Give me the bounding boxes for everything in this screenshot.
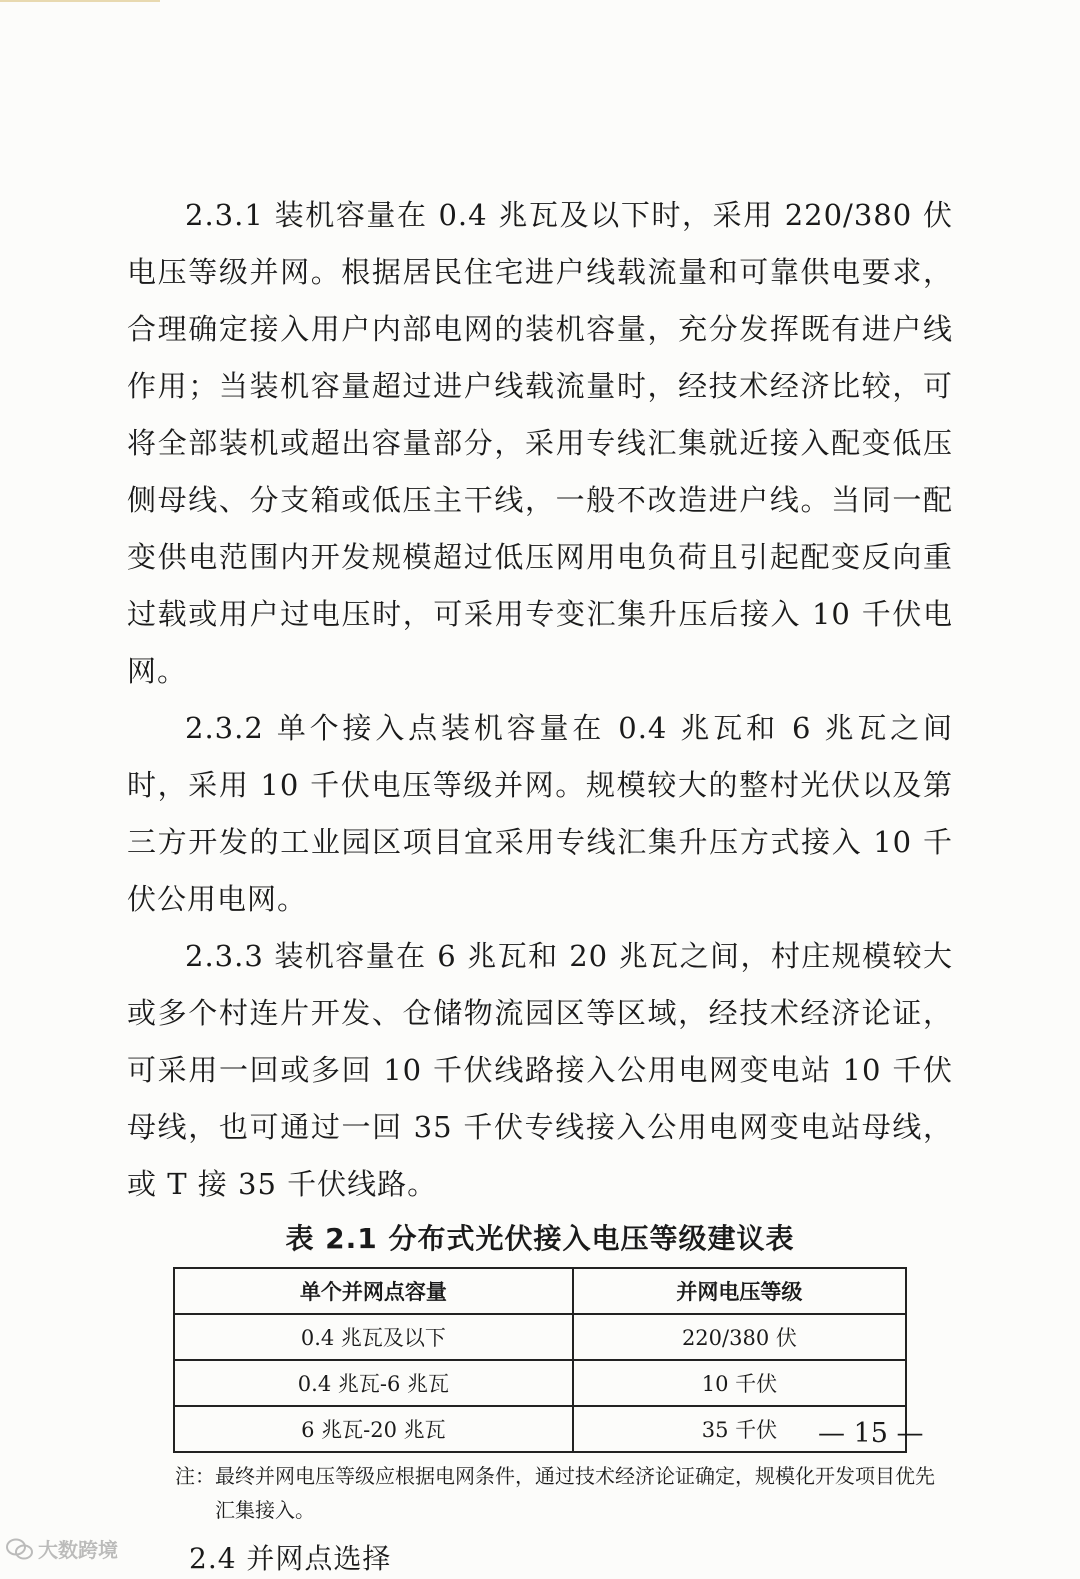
table-note (175, 1459, 953, 1527)
table-cell-voltage: 35 千伏 (573, 1406, 906, 1452)
table-header-row (174, 1268, 906, 1314)
paragraph-2-3-1: 2.3.1 装机容量在 0.4 兆瓦及以下时，采用 220/380 伏电压等级并网。根据居民住宅进户线载流量和可靠供电要求，合理确定接入用户内部电网的装机容量，充分发挥既有进户线作用；当装机容量超过进户线载流量时，经技术经济比较，可将全部装机或超出容量部分，采用专线汇集就近接入配变低压侧母线、分支箱或低压主干线，一般不改造进户线。当同一配变供电范围内开发规模超过低压网用电负荷且引起配变反向重过载或用户过电压时，可采用专变汇集升压后接入 10 千伏电网。 (127, 198, 953, 688)
watermark (6, 1534, 118, 1563)
watermark-text: 大数跨境 (38, 1538, 118, 1562)
table-row (174, 1406, 906, 1452)
table-row (174, 1360, 906, 1406)
table-title: 表 2.1 分布式光伏接入电压等级建议表 (285, 1222, 795, 1255)
table-cell-capacity: 6 兆瓦-20 兆瓦 (174, 1406, 573, 1452)
page-number: — 15 — (818, 1418, 924, 1449)
wechat-logo-icon (6, 1538, 34, 1560)
section-heading-2-4: 2.4 并网点选择 (189, 1542, 392, 1575)
table-header-voltage: 并网电压等级 (573, 1268, 906, 1314)
table-cell-voltage: 10 千伏 (573, 1360, 906, 1406)
table-cell-capacity: 0.4 兆瓦及以下 (174, 1314, 573, 1360)
note-text: 最终并网电压等级应根据电网条件，通过技术经济论证确定，规模化开发项目优先汇集接入。 (215, 1464, 935, 1522)
paragraph-2-3-2: 2.3.2 单个接入点装机容量在 0.4 兆瓦和 6 兆瓦之间时，采用 10 千伏电压等级并网。规模较大的整村光伏以及第三方开发的工业园区项目宜采用专线汇集升压方式接入 10 千伏公用电网。 (127, 711, 953, 916)
document-body (127, 187, 953, 1579)
table-cell-capacity: 0.4 兆瓦-6 兆瓦 (174, 1360, 573, 1406)
paragraph-2-3-3: 2.3.3 装机容量在 6 兆瓦和 20 兆瓦之间，村庄规模较大或多个村连片开发、仓储物流园区等区域，经技术经济论证，可采用一回或多回 10 千伏线路接入公用电网变电站 10 千伏母线，也可通过一回 35 千伏专线接入公用电网变电站母线，或 T 接 35 千伏线路。 (127, 939, 953, 1201)
table-header-capacity: 单个并网点容量 (174, 1268, 573, 1314)
note-label: 注： (175, 1464, 215, 1488)
table-cell-voltage: 220/380 伏 (573, 1314, 906, 1360)
scan-edge-mark (0, 0, 160, 2)
voltage-level-table (173, 1267, 907, 1453)
table-row (174, 1314, 906, 1360)
